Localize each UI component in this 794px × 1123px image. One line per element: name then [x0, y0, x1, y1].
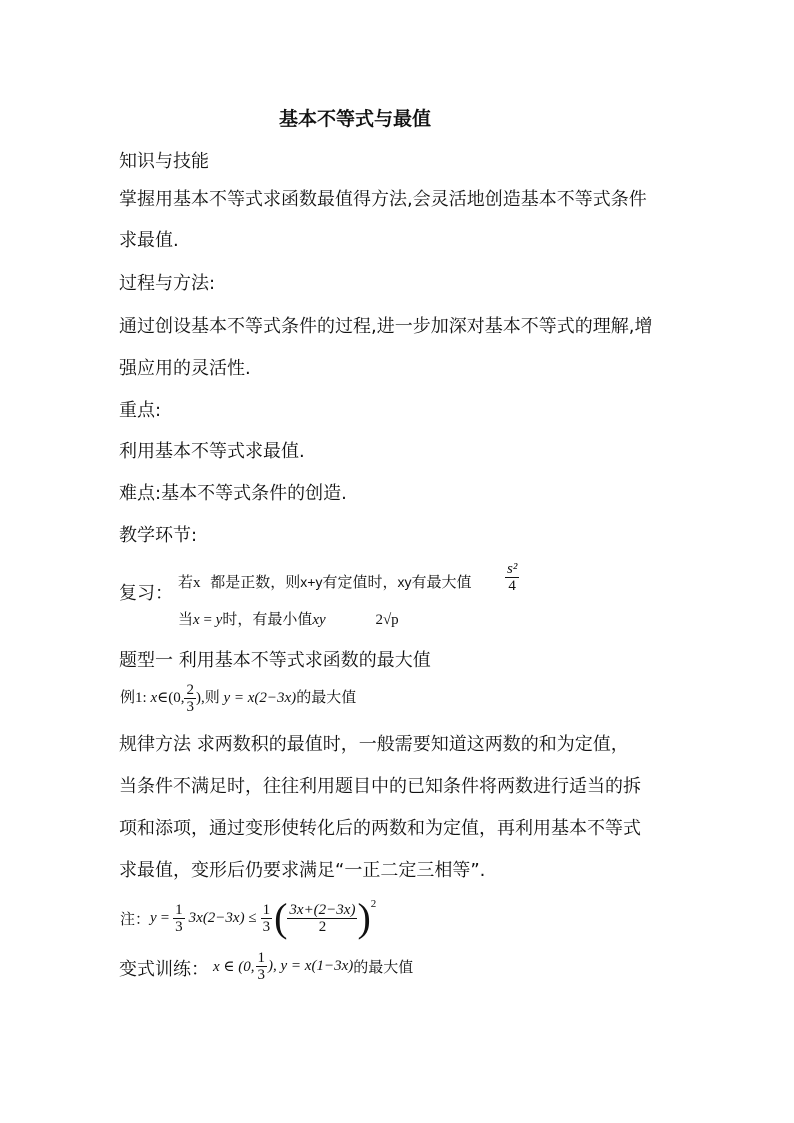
review-fraction-numerator: s² — [507, 561, 518, 577]
review-text-product: xy — [397, 574, 412, 590]
note-eq: = — [160, 909, 170, 926]
note-var-y: y — [150, 909, 157, 926]
review-label: 复习： — [119, 583, 173, 604]
note-left-paren-icon: ( — [274, 895, 288, 940]
note-big-fraction-denominator: 2 — [318, 918, 327, 935]
review-text-fixed: 有定值时， — [322, 575, 398, 591]
note-right-paren-icon: ) — [357, 895, 371, 940]
variant-tail: 的最大值 — [353, 960, 414, 976]
key-text: 利用基本不等式求最值. — [119, 441, 305, 462]
knowledge-text-line-2: 求最值. — [119, 230, 179, 251]
variant-label: 变式训练： — [119, 959, 209, 980]
example-max-text: 的最大值 — [296, 689, 357, 706]
method-line-1: 规律方法 求两数积的最值时，一般需要知道这两数的和为定值， — [119, 734, 629, 755]
review-fraction — [505, 561, 519, 594]
example-interval-open: ∈(0, — [157, 689, 185, 706]
variant-expression — [213, 950, 413, 983]
method-line-4: 求最值，变形后仍要求满足“一正二定三相等”. — [119, 860, 486, 881]
note-label: 注： — [120, 911, 151, 928]
review-text-time: 时， — [222, 612, 253, 628]
note-fraction-1-denominator: 3 — [175, 918, 183, 935]
method-line-3: 项和添项，通过变形使转化后的两数和为定值，再利用基本不等式 — [119, 818, 641, 839]
review-text-positive: 都是正数，则 — [210, 575, 301, 591]
note-fraction-2-numerator: 1 — [262, 901, 271, 918]
process-heading: 过程与方法: — [119, 273, 216, 294]
review-text-when: 当 — [178, 612, 194, 628]
example-fraction-denominator: 3 — [186, 699, 194, 715]
note-fraction-2-denominator: 3 — [262, 918, 271, 935]
review-line-2 — [178, 608, 399, 629]
variant-fraction-numerator: 1 — [257, 950, 266, 966]
review-fraction-denominator: 4 — [508, 578, 516, 594]
example-fraction-numerator: 2 — [186, 682, 194, 698]
key-heading: 重点: — [119, 400, 162, 421]
review-root-expression: 2√p — [375, 612, 399, 628]
review-var-x2: x — [312, 612, 320, 628]
review-text-if-x: 若x — [178, 575, 201, 591]
note-big-fraction-numerator: 3x+(2−3x) — [289, 901, 356, 918]
variant-fraction-denominator: 3 — [257, 967, 266, 983]
review-text-max: 有最大值 — [411, 575, 472, 591]
review-var-x: x — [193, 612, 200, 628]
knowledge-heading: 知识与技能 — [119, 151, 209, 172]
example-var-x: x — [150, 689, 158, 706]
note-formula — [120, 895, 377, 940]
teaching-heading: 教学环节: — [119, 525, 198, 546]
note-middle-expression: 3x(2−3x) ≤ — [188, 909, 257, 926]
review-eq: = — [203, 612, 212, 628]
example-function: y = x(2−3x) — [223, 689, 297, 706]
variant-interval: x ∈ (0, — [213, 959, 255, 975]
example-1 — [120, 682, 356, 715]
method-line-2: 当条件不满足时，往往利用题目中的已知条件将两数进行适当的拆 — [119, 776, 641, 797]
review-line-1 — [178, 571, 472, 592]
process-text-line-2: 强应用的灵活性. — [119, 358, 251, 379]
example-interval-close: ),则 — [195, 689, 220, 706]
page-title: 基本不等式与最值 — [278, 108, 431, 130]
note-exponent: 2 — [370, 898, 377, 910]
review-text-min: 有最小值 — [252, 612, 313, 628]
review-var-y2: y — [319, 612, 326, 628]
type1-heading: 题型一 利用基本不等式求函数的最大值 — [119, 650, 431, 671]
difficulty-text: 难点:基本不等式条件的创造. — [119, 483, 347, 504]
review-text-sum: x+y — [300, 574, 323, 590]
note-fraction-1-numerator: 1 — [175, 901, 183, 918]
review-var-y: y — [215, 612, 223, 628]
variant-function: ), y = x(1−3x) — [268, 958, 354, 974]
process-text-line-1: 通过创设基本不等式条件的过程,进一步加深对基本不等式的理解,增 — [119, 316, 653, 337]
example-label: 例1 — [120, 689, 143, 706]
example-colon: : — [142, 689, 147, 706]
knowledge-text-line-1: 掌握用基本不等式求函数最值得方法,会灵活地创造基本不等式条件 — [119, 189, 647, 210]
